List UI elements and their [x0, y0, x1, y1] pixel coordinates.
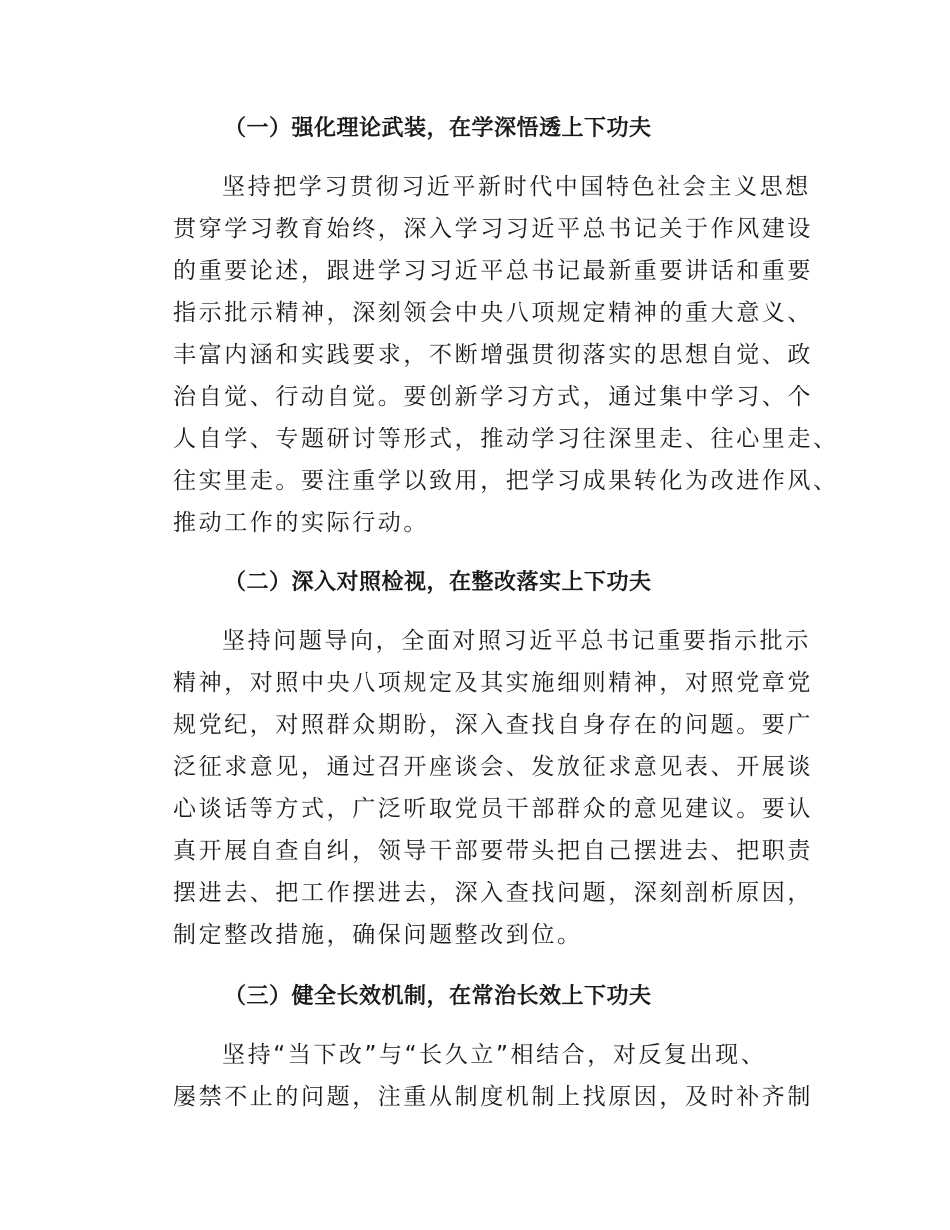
- section-1-line-6: 治自觉、行动自觉。要创新学习方式，通过集中学习、个: [173, 384, 813, 410]
- section-1-line-5: 丰富内涵和实践要求，不断增强贯彻落实的思想自觉、政: [173, 342, 813, 368]
- section-1-line-8: 往实里走。要注重学以致用，把学习成果转化为改进作风、: [173, 468, 839, 494]
- section-2-line-4: 泛征求意见，通过召开座谈会、发放征求意见表、开展谈: [173, 754, 813, 780]
- section-3-heading: （三）健全长效机制，在常治长效上下功夫: [224, 984, 652, 1009]
- section-1-line-4: 指示批示精神，深刻领会中央八项规定精神的重大意义、: [173, 300, 813, 326]
- section-2-line-8: 制定整改措施，确保问题整改到位。: [173, 922, 583, 948]
- section-2-heading: （二）深入对照检视，在整改落实上下功夫: [224, 570, 652, 595]
- section-1-line-1: 坚持把学习贯彻习近平新时代中国特色社会主义思想: [222, 174, 811, 200]
- section-2-line-5: 心谈话等方式，广泛听取党员干部群众的意见建议。要认: [173, 796, 813, 822]
- section-1-line-3: 的重要论述，跟进学习习近平总书记最新重要讲话和重要: [173, 258, 813, 284]
- section-2-line-3: 规党纪，对照群众期盼，深入查找自身存在的问题。要广: [173, 712, 813, 738]
- section-2-line-2: 精神，对照中央八项规定及其实施细则精神，对照党章党: [173, 670, 813, 696]
- section-2-line-1: 坚持问题导向，全面对照习近平总书记重要指示批示: [222, 628, 811, 654]
- section-3-line-1: 坚持“当下改”与“长久立”相结合，对反复出现、: [222, 1042, 767, 1068]
- section-1-line-7: 人自学、专题研讨等形式，推动学习往深里走、往心里走、: [173, 426, 839, 452]
- section-2-line-6: 真开展自查自纠，领导干部要带头把自己摆进去、把职责: [173, 838, 813, 864]
- section-1-line-9: 推动工作的实际行动。: [173, 510, 429, 536]
- section-2-line-7: 摆进去、把工作摆进去，深入查找问题，深刻剖析原因，: [173, 880, 813, 906]
- section-1-heading: （一）强化理论武装，在学深悟透上下功夫: [224, 116, 652, 141]
- section-1-line-2: 贯穿学习教育始终，深入学习习近平总书记关于作风建设: [173, 216, 813, 242]
- section-3-line-2: 屡禁不止的问题，注重从制度机制上找原因，及时补齐制: [173, 1084, 813, 1110]
